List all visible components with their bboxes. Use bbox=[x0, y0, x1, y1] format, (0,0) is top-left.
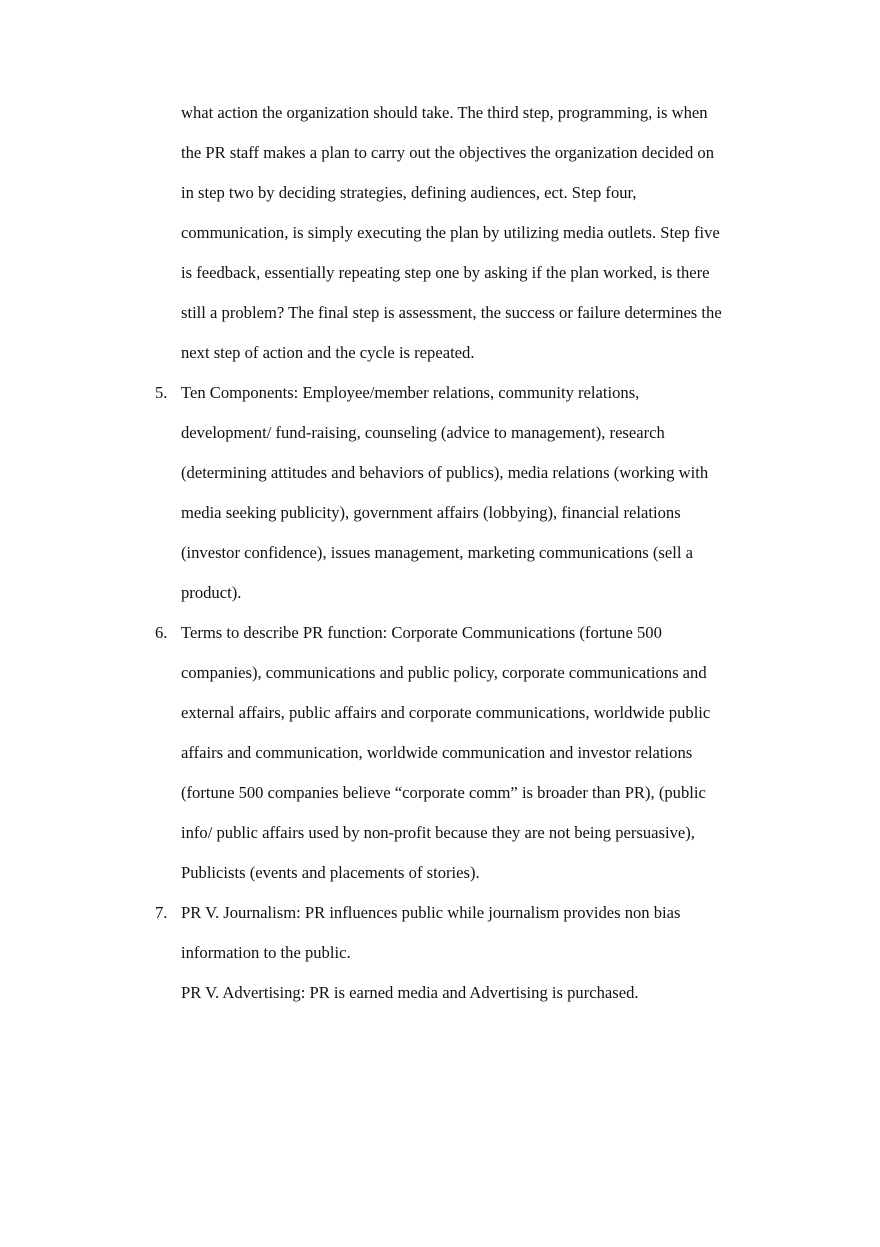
pr-vs-advertising-paragraph bbox=[181, 973, 747, 1013]
list-item-number: 5. bbox=[155, 383, 168, 402]
list-item-line: information to the public. bbox=[181, 943, 351, 962]
list-item-line: (determining attitudes and behaviors of publics), media relations (working with bbox=[181, 463, 709, 482]
list-item-line: Publicists (events and placements of stories). bbox=[181, 863, 480, 882]
list-item-number: 7. bbox=[155, 903, 168, 922]
list-item-pr-vs-journalism bbox=[155, 893, 747, 973]
list-item-line: Ten Components: Employee/member relations, community relations, bbox=[181, 383, 640, 402]
intro-line: what action the organization should take. The third step, programming, is when bbox=[181, 103, 708, 122]
intro-line: communication, is simply executing the plan by utilizing media outlets. Step five bbox=[181, 223, 720, 242]
list-item-line: (investor confidence), issues management, marketing communications (sell a bbox=[181, 543, 693, 562]
list-item-ten-components bbox=[155, 373, 747, 613]
list-item-line: PR V. Journalism: PR influences public while journalism provides non bias bbox=[181, 903, 681, 922]
list-item-pr-function-terms bbox=[155, 613, 747, 893]
list-item-line: Terms to describe PR function: Corporate Communications (fortune 500 bbox=[181, 623, 662, 642]
list-item-number: 6. bbox=[155, 623, 168, 642]
list-item-line: development/ fund-raising, counseling (advice to management), research bbox=[181, 423, 665, 442]
list-item-line: product). bbox=[181, 583, 242, 602]
intro-line: the PR staff makes a plan to carry out the objectives the organization decided on bbox=[181, 143, 714, 162]
list-item-line: companies), communications and public policy, corporate communications and bbox=[181, 663, 707, 682]
list-item-line: external affairs, public affairs and corporate communications, worldwide public bbox=[181, 703, 711, 722]
list-item-line: info/ public affairs used by non-profit because they are not being persuasive), bbox=[181, 823, 695, 842]
intro-line: next step of action and the cycle is repeated. bbox=[181, 343, 475, 362]
list-item-line: media seeking publicity), government affairs (lobbying), financial relations bbox=[181, 503, 681, 522]
intro-line: still a problem? The final step is assessment, the success or failure determines the bbox=[181, 303, 722, 322]
intro-line: in step two by deciding strategies, defining audiences, ect. Step four, bbox=[181, 183, 637, 202]
intro-line: is feedback, essentially repeating step one by asking if the plan worked, is there bbox=[181, 263, 710, 282]
document-body bbox=[155, 93, 747, 1013]
intro-paragraph bbox=[181, 93, 747, 373]
list-item-line: (fortune 500 companies believe “corporate comm” is broader than PR), (public bbox=[181, 783, 706, 802]
closing-line: PR V. Advertising: PR is earned media and Advertising is purchased. bbox=[181, 983, 639, 1002]
list-item-line: affairs and communication, worldwide communication and investor relations bbox=[181, 743, 693, 762]
